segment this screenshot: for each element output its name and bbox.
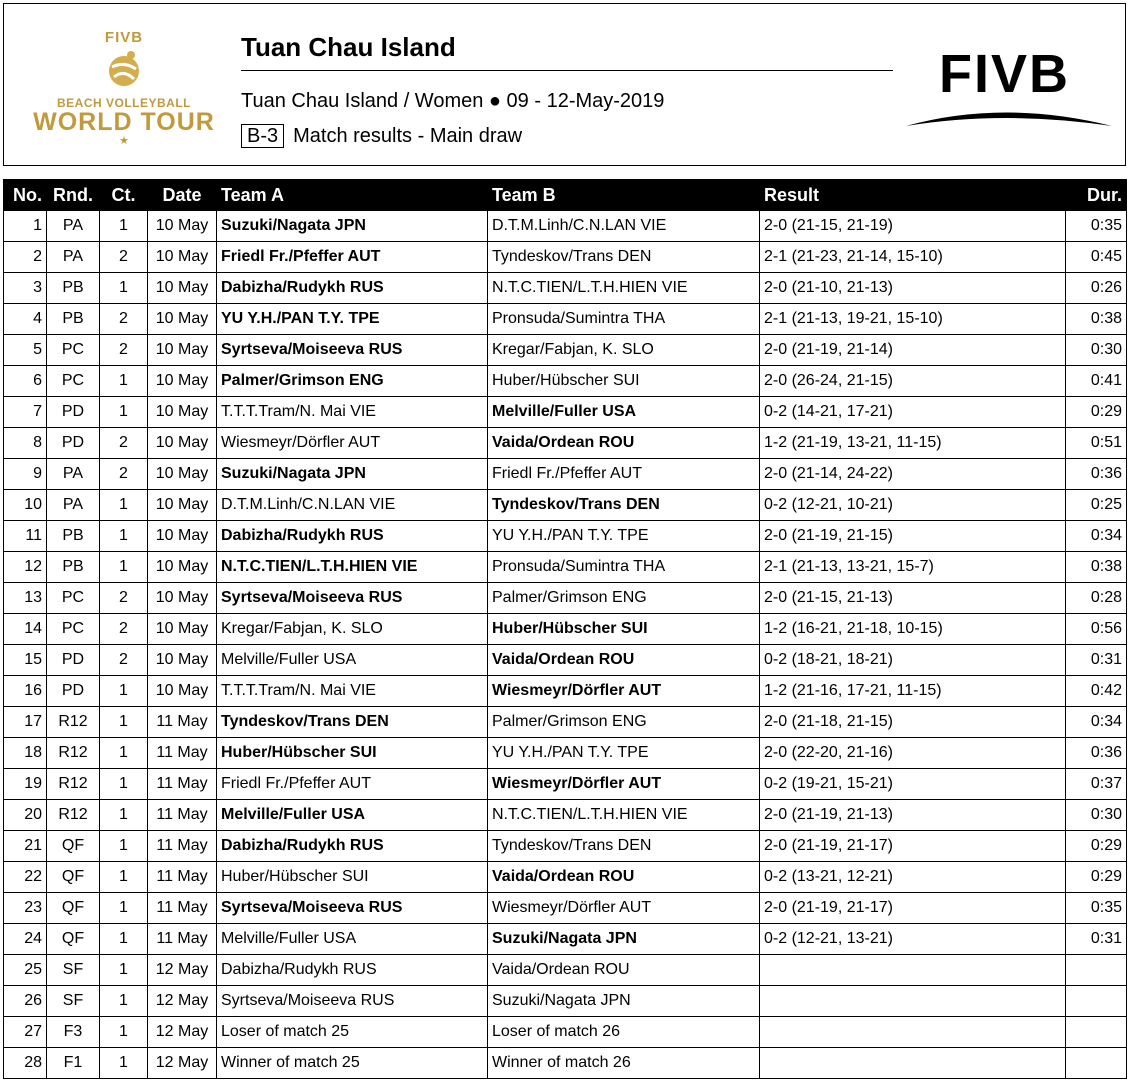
- team-a: Friedl Fr./Pfeffer AUT: [217, 769, 488, 800]
- match-date: 10 May: [148, 676, 217, 707]
- match-court: 1: [100, 924, 148, 955]
- match-result: 0-2 (13-21, 12-21): [760, 862, 1066, 893]
- table-row: [4, 707, 1127, 738]
- match-number: 14: [4, 614, 47, 645]
- match-round: PA: [47, 211, 100, 242]
- team-b: D.T.M.Linh/C.N.LAN VIE: [488, 211, 760, 242]
- match-duration: 0:34: [1066, 521, 1127, 552]
- match-court: 1: [100, 986, 148, 1017]
- match-date: 10 May: [148, 304, 217, 335]
- column-header-result: Result: [760, 180, 1066, 211]
- team-b: Vaida/Ordean ROU: [488, 428, 760, 459]
- match-date: 10 May: [148, 211, 217, 242]
- team-a: Melville/Fuller USA: [217, 645, 488, 676]
- match-number: 17: [4, 707, 47, 738]
- team-a: YU Y.H./PAN T.Y. TPE: [217, 304, 488, 335]
- match-round: QF: [47, 893, 100, 924]
- table-row: [4, 800, 1127, 831]
- match-round: SF: [47, 986, 100, 1017]
- table-row: [4, 211, 1127, 242]
- logo-world-tour-text: WORLD TOUR: [33, 108, 215, 136]
- team-a: Suzuki/Nagata JPN: [217, 211, 488, 242]
- team-b: Tyndeskov/Trans DEN: [488, 242, 760, 273]
- match-result: 2-0 (21-19, 21-14): [760, 335, 1066, 366]
- team-a: Dabizha/Rudykh RUS: [217, 273, 488, 304]
- match-court: 2: [100, 428, 148, 459]
- match-court: 1: [100, 521, 148, 552]
- match-result: 1-2 (21-19, 13-21, 11-15): [760, 428, 1066, 459]
- match-number: 10: [4, 490, 47, 521]
- match-duration: [1066, 1017, 1127, 1048]
- team-b: Suzuki/Nagata JPN: [488, 924, 760, 955]
- team-a: Syrtseva/Moiseeva RUS: [217, 335, 488, 366]
- match-result: 2-0 (21-14, 24-22): [760, 459, 1066, 490]
- match-round: PA: [47, 490, 100, 521]
- match-result: 2-1 (21-13, 19-21, 15-10): [760, 304, 1066, 335]
- team-a: Tyndeskov/Trans DEN: [217, 707, 488, 738]
- match-number: 28: [4, 1048, 47, 1079]
- match-duration: 0:51: [1066, 428, 1127, 459]
- match-number: 19: [4, 769, 47, 800]
- table-row: [4, 304, 1127, 335]
- page-title: Tuan Chau Island: [241, 32, 456, 62]
- match-date: 10 May: [148, 366, 217, 397]
- team-b: Vaida/Ordean ROU: [488, 645, 760, 676]
- match-result: 1-2 (21-16, 17-21, 11-15): [760, 676, 1066, 707]
- match-number: 27: [4, 1017, 47, 1048]
- match-round: PC: [47, 366, 100, 397]
- table-row: [4, 273, 1127, 304]
- match-court: 1: [100, 862, 148, 893]
- logo-star: ★: [119, 135, 129, 147]
- match-court: 1: [100, 955, 148, 986]
- match-date: 11 May: [148, 769, 217, 800]
- match-date: 10 May: [148, 552, 217, 583]
- column-header-team-b: Team B: [488, 180, 760, 211]
- match-date: 12 May: [148, 1017, 217, 1048]
- table-row: [4, 1048, 1127, 1079]
- match-round: R12: [47, 738, 100, 769]
- match-date: 10 May: [148, 614, 217, 645]
- match-date: 12 May: [148, 986, 217, 1017]
- team-a: Dabizha/Rudykh RUS: [217, 955, 488, 986]
- match-duration: [1066, 955, 1127, 986]
- match-court: 1: [100, 676, 148, 707]
- document-header: [3, 3, 1126, 166]
- match-duration: 0:34: [1066, 707, 1127, 738]
- team-b: Wiesmeyr/Dörfler AUT: [488, 676, 760, 707]
- match-duration: 0:28: [1066, 583, 1127, 614]
- match-round: F1: [47, 1048, 100, 1079]
- match-round: QF: [47, 862, 100, 893]
- match-result: 2-0 (21-18, 21-15): [760, 707, 1066, 738]
- match-court: 2: [100, 242, 148, 273]
- match-duration: 0:30: [1066, 800, 1127, 831]
- match-date: 10 May: [148, 459, 217, 490]
- match-round: R12: [47, 707, 100, 738]
- match-result: 2-0 (21-19, 21-17): [760, 831, 1066, 862]
- match-number: 8: [4, 428, 47, 459]
- match-date: 11 May: [148, 893, 217, 924]
- match-duration: 0:41: [1066, 366, 1127, 397]
- table-row: [4, 955, 1127, 986]
- fivb-logo: [904, 44, 1114, 134]
- match-date: 11 May: [148, 800, 217, 831]
- match-result: 2-0 (21-19, 21-13): [760, 800, 1066, 831]
- world-tour-logo: [14, 29, 234, 147]
- match-number: 24: [4, 924, 47, 955]
- team-a: Palmer/Grimson ENG: [217, 366, 488, 397]
- match-round: R12: [47, 800, 100, 831]
- team-b: Loser of match 26: [488, 1017, 760, 1048]
- match-round: PB: [47, 273, 100, 304]
- match-duration: 0:56: [1066, 614, 1127, 645]
- match-result: 0-2 (18-21, 18-21): [760, 645, 1066, 676]
- match-rows: [4, 211, 1127, 1079]
- table-row: [4, 583, 1127, 614]
- team-a: Kregar/Fabjan, K. SLO: [217, 614, 488, 645]
- table-row: [4, 552, 1127, 583]
- table-row: [4, 738, 1127, 769]
- match-result: 2-0 (21-15, 21-19): [760, 211, 1066, 242]
- match-date: 12 May: [148, 1048, 217, 1079]
- team-a: Winner of match 25: [217, 1048, 488, 1079]
- team-b: Melville/Fuller USA: [488, 397, 760, 428]
- logo-beach-volleyball-text: BEACH VOLLEYBALL: [57, 96, 191, 110]
- match-result: 2-1 (21-23, 21-14, 15-10): [760, 242, 1066, 273]
- match-result: 1-2 (16-21, 21-18, 10-15): [760, 614, 1066, 645]
- match-result: [760, 955, 1066, 986]
- fivb-logo-text: FIVB: [939, 44, 1071, 104]
- match-duration: 0:29: [1066, 831, 1127, 862]
- match-round: QF: [47, 924, 100, 955]
- match-court: 2: [100, 614, 148, 645]
- fivb-logo-swoosh-icon: [904, 44, 1114, 134]
- team-b: N.T.C.TIEN/L.T.H.HIEN VIE: [488, 273, 760, 304]
- team-a: Syrtseva/Moiseeva RUS: [217, 893, 488, 924]
- match-court: 1: [100, 769, 148, 800]
- document-title: Match results - Main draw: [293, 124, 523, 147]
- team-b: Kregar/Fabjan, K. SLO: [488, 335, 760, 366]
- team-a: Huber/Hübscher SUI: [217, 862, 488, 893]
- match-duration: [1066, 986, 1127, 1017]
- match-number: 20: [4, 800, 47, 831]
- table-row: [4, 893, 1127, 924]
- match-date: 11 May: [148, 738, 217, 769]
- column-header-no: No.: [4, 180, 47, 211]
- column-header-round: Rnd.: [47, 180, 100, 211]
- match-duration: 0:38: [1066, 552, 1127, 583]
- team-a: T.T.T.Tram/N. Mai VIE: [217, 397, 488, 428]
- match-duration: 0:36: [1066, 738, 1127, 769]
- team-b: Palmer/Grimson ENG: [488, 583, 760, 614]
- match-date: 10 May: [148, 273, 217, 304]
- match-number: 18: [4, 738, 47, 769]
- document-label: [241, 124, 522, 148]
- match-result: 0-2 (19-21, 15-21): [760, 769, 1066, 800]
- column-header-court: Ct.: [100, 180, 148, 211]
- match-result: [760, 1048, 1066, 1079]
- match-date: 11 May: [148, 707, 217, 738]
- match-duration: 0:42: [1066, 676, 1127, 707]
- match-result: 2-0 (21-19, 21-17): [760, 893, 1066, 924]
- match-result: 0-2 (12-21, 10-21): [760, 490, 1066, 521]
- match-duration: 0:31: [1066, 924, 1127, 955]
- match-round: SF: [47, 955, 100, 986]
- team-a: T.T.T.Tram/N. Mai VIE: [217, 676, 488, 707]
- match-court: 2: [100, 583, 148, 614]
- match-court: 1: [100, 273, 148, 304]
- match-duration: 0:35: [1066, 893, 1127, 924]
- match-number: 6: [4, 366, 47, 397]
- match-round: PD: [47, 645, 100, 676]
- match-court: 2: [100, 335, 148, 366]
- match-date: 10 May: [148, 521, 217, 552]
- team-b: Wiesmeyr/Dörfler AUT: [488, 893, 760, 924]
- team-b: Pronsuda/Sumintra THA: [488, 552, 760, 583]
- match-court: 1: [100, 211, 148, 242]
- match-number: 23: [4, 893, 47, 924]
- match-number: 5: [4, 335, 47, 366]
- team-b: N.T.C.TIEN/L.T.H.HIEN VIE: [488, 800, 760, 831]
- match-result: 2-1 (21-13, 13-21, 15-7): [760, 552, 1066, 583]
- table-row: [4, 924, 1127, 955]
- match-court: 1: [100, 552, 148, 583]
- table-row: [4, 614, 1127, 645]
- match-result: [760, 1017, 1066, 1048]
- match-date: 10 May: [148, 242, 217, 273]
- match-number: 13: [4, 583, 47, 614]
- match-round: QF: [47, 831, 100, 862]
- match-court: 2: [100, 459, 148, 490]
- match-duration: 0:37: [1066, 769, 1127, 800]
- match-number: 26: [4, 986, 47, 1017]
- match-court: 1: [100, 707, 148, 738]
- team-b: Friedl Fr./Pfeffer AUT: [488, 459, 760, 490]
- match-court: 1: [100, 490, 148, 521]
- match-round: PA: [47, 459, 100, 490]
- match-result: 2-0 (21-10, 21-13): [760, 273, 1066, 304]
- title-divider: [241, 70, 893, 71]
- match-date: 10 May: [148, 397, 217, 428]
- match-duration: [1066, 1048, 1127, 1079]
- match-number: 3: [4, 273, 47, 304]
- match-duration: 0:30: [1066, 335, 1127, 366]
- match-duration: 0:38: [1066, 304, 1127, 335]
- match-round: PD: [47, 397, 100, 428]
- document-code-badge: B-3: [241, 124, 284, 148]
- team-b: Tyndeskov/Trans DEN: [488, 831, 760, 862]
- column-header-duration: Dur.: [1066, 180, 1127, 211]
- match-round: PB: [47, 552, 100, 583]
- match-duration: 0:25: [1066, 490, 1127, 521]
- match-number: 22: [4, 862, 47, 893]
- match-number: 7: [4, 397, 47, 428]
- match-round: PD: [47, 676, 100, 707]
- team-b: Vaida/Ordean ROU: [488, 955, 760, 986]
- match-duration: 0:29: [1066, 862, 1127, 893]
- team-b: Huber/Hübscher SUI: [488, 614, 760, 645]
- team-a: Melville/Fuller USA: [217, 800, 488, 831]
- table-row: [4, 831, 1127, 862]
- match-duration: 0:36: [1066, 459, 1127, 490]
- match-round: PC: [47, 583, 100, 614]
- match-court: 1: [100, 831, 148, 862]
- match-date: 12 May: [148, 955, 217, 986]
- team-a: Loser of match 25: [217, 1017, 488, 1048]
- team-a: N.T.C.TIEN/L.T.H.HIEN VIE: [217, 552, 488, 583]
- match-date: 10 May: [148, 428, 217, 459]
- match-date: 10 May: [148, 645, 217, 676]
- table-row: [4, 490, 1127, 521]
- team-a: Melville/Fuller USA: [217, 924, 488, 955]
- table-row: [4, 769, 1127, 800]
- match-number: 11: [4, 521, 47, 552]
- team-b: Pronsuda/Sumintra THA: [488, 304, 760, 335]
- match-court: 1: [100, 738, 148, 769]
- match-round: R12: [47, 769, 100, 800]
- table-row: [4, 242, 1127, 273]
- event-subtitle: Tuan Chau Island / Women ● 09 - 12-May-2019: [241, 90, 665, 112]
- table-row: [4, 335, 1127, 366]
- match-result: 2-0 (21-19, 21-15): [760, 521, 1066, 552]
- match-court: 1: [100, 1017, 148, 1048]
- match-round: PB: [47, 521, 100, 552]
- team-b: Vaida/Ordean ROU: [488, 862, 760, 893]
- match-date: 11 May: [148, 831, 217, 862]
- match-duration: 0:26: [1066, 273, 1127, 304]
- team-b: Suzuki/Nagata JPN: [488, 986, 760, 1017]
- match-duration: 0:45: [1066, 242, 1127, 273]
- match-number: 9: [4, 459, 47, 490]
- match-result: 2-0 (26-24, 21-15): [760, 366, 1066, 397]
- team-a: D.T.M.Linh/C.N.LAN VIE: [217, 490, 488, 521]
- table-row: [4, 1017, 1127, 1048]
- volleyball-player-icon: [104, 49, 144, 89]
- match-court: 1: [100, 1048, 148, 1079]
- match-results-table: [3, 179, 1127, 1079]
- table-row: [4, 397, 1127, 428]
- table-row: [4, 459, 1127, 490]
- match-round: PC: [47, 335, 100, 366]
- match-date: 11 May: [148, 924, 217, 955]
- team-a: Syrtseva/Moiseeva RUS: [217, 583, 488, 614]
- match-court: 1: [100, 366, 148, 397]
- logo-fivb-small-text: FIVB: [104, 29, 144, 46]
- team-a: Huber/Hübscher SUI: [217, 738, 488, 769]
- column-header-team-a: Team A: [217, 180, 488, 211]
- table-row: [4, 428, 1127, 459]
- match-duration: 0:35: [1066, 211, 1127, 242]
- match-number: 15: [4, 645, 47, 676]
- match-court: 1: [100, 893, 148, 924]
- match-number: 21: [4, 831, 47, 862]
- team-b: Huber/Hübscher SUI: [488, 366, 760, 397]
- match-number: 1: [4, 211, 47, 242]
- match-round: PD: [47, 428, 100, 459]
- match-number: 16: [4, 676, 47, 707]
- team-a: Dabizha/Rudykh RUS: [217, 831, 488, 862]
- match-number: 12: [4, 552, 47, 583]
- match-round: PB: [47, 304, 100, 335]
- table-header-row: [4, 180, 1127, 211]
- table-row: [4, 862, 1127, 893]
- team-b: Winner of match 26: [488, 1048, 760, 1079]
- table-row: [4, 645, 1127, 676]
- match-court: 2: [100, 304, 148, 335]
- match-date: 10 May: [148, 490, 217, 521]
- team-a: Suzuki/Nagata JPN: [217, 459, 488, 490]
- team-a: Wiesmeyr/Dörfler AUT: [217, 428, 488, 459]
- match-number: 2: [4, 242, 47, 273]
- team-b: Palmer/Grimson ENG: [488, 707, 760, 738]
- match-round: PC: [47, 614, 100, 645]
- team-b: Wiesmeyr/Dörfler AUT: [488, 769, 760, 800]
- match-date: 11 May: [148, 862, 217, 893]
- match-duration: 0:31: [1066, 645, 1127, 676]
- match-number: 25: [4, 955, 47, 986]
- team-a: Dabizha/Rudykh RUS: [217, 521, 488, 552]
- match-court: 1: [100, 397, 148, 428]
- match-court: 2: [100, 645, 148, 676]
- match-number: 4: [4, 304, 47, 335]
- match-date: 10 May: [148, 583, 217, 614]
- table-row: [4, 521, 1127, 552]
- match-result: 2-0 (22-20, 21-16): [760, 738, 1066, 769]
- match-result: 0-2 (12-21, 13-21): [760, 924, 1066, 955]
- match-result: 2-0 (21-15, 21-13): [760, 583, 1066, 614]
- table-row: [4, 986, 1127, 1017]
- column-header-date: Date: [148, 180, 217, 211]
- table-row: [4, 366, 1127, 397]
- team-a: Syrtseva/Moiseeva RUS: [217, 986, 488, 1017]
- match-result: [760, 986, 1066, 1017]
- team-b: Tyndeskov/Trans DEN: [488, 490, 760, 521]
- team-b: YU Y.H./PAN T.Y. TPE: [488, 521, 760, 552]
- match-duration: 0:29: [1066, 397, 1127, 428]
- match-round: F3: [47, 1017, 100, 1048]
- match-result: 0-2 (14-21, 17-21): [760, 397, 1066, 428]
- table-row: [4, 676, 1127, 707]
- match-date: 10 May: [148, 335, 217, 366]
- match-round: PA: [47, 242, 100, 273]
- match-court: 1: [100, 800, 148, 831]
- team-b: YU Y.H./PAN T.Y. TPE: [488, 738, 760, 769]
- team-a: Friedl Fr./Pfeffer AUT: [217, 242, 488, 273]
